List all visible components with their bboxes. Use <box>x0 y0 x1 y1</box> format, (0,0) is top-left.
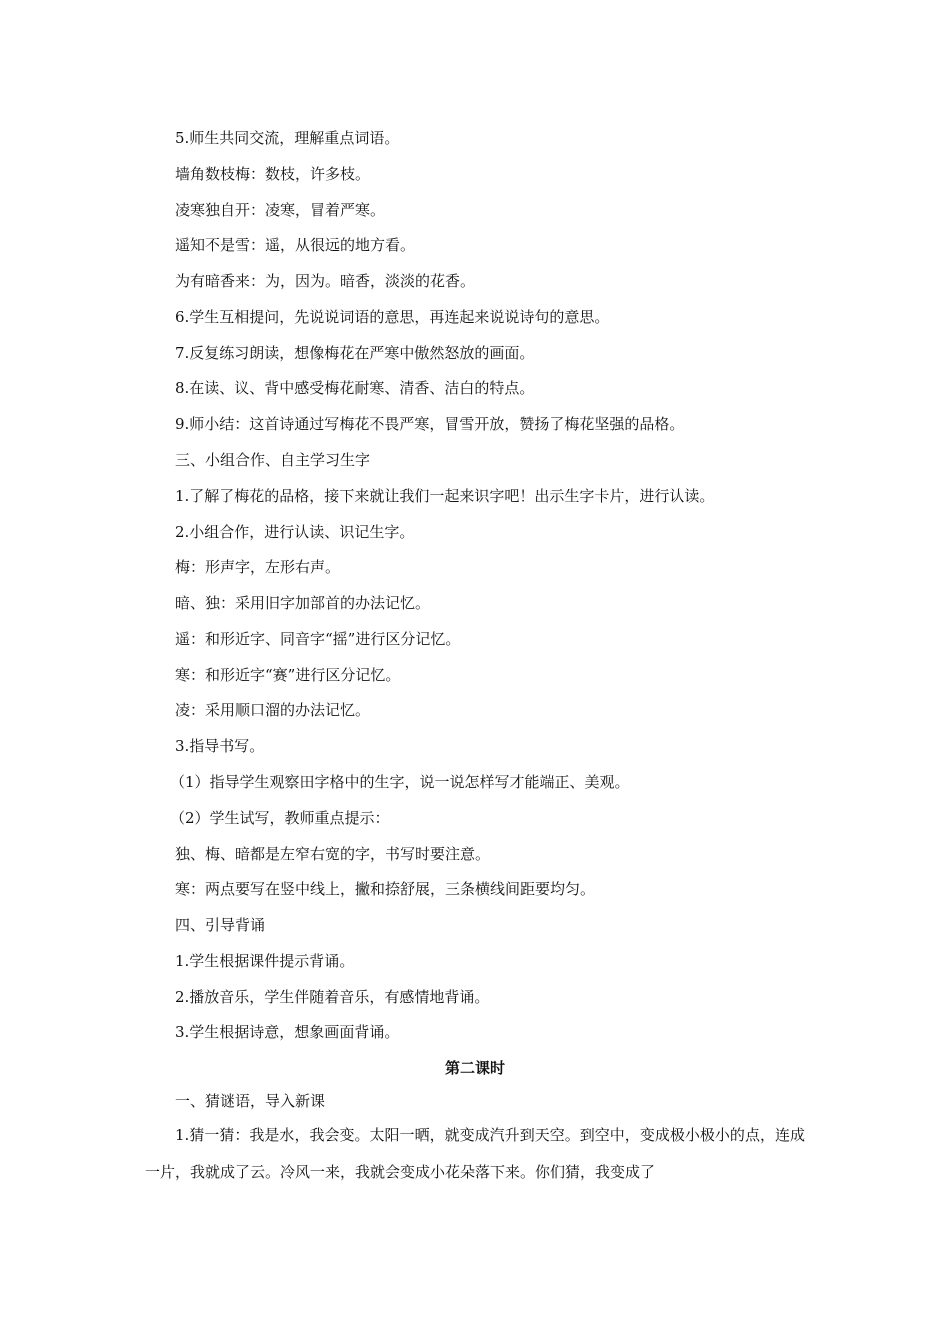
text-line: 暗、独：采用旧字加部首的办法记忆。 <box>175 594 431 612</box>
riddle-paragraph: 1.猜一猜：我是水，我会变。太阳一晒，就变成汽升到天空。到空中，变成极小极小的点，连成一片，我就成了云。冷风一来，我就会变成小花朵落下来。你们猜，我变成了 <box>145 1126 805 1181</box>
text-line: 凌：采用顺口溜的办法记忆。 <box>175 701 371 719</box>
section-heading-line: 四、引导背诵 <box>175 916 266 934</box>
section-heading-line: 一、猜谜语，导入新课 <box>175 1092 326 1110</box>
text-line: 7.反复练习朗读，想像梅花在严寒中傲然怒放的画面。 <box>175 344 535 362</box>
text-line: （2）学生试写，教师重点提示： <box>170 809 390 827</box>
section-heading-line: 三、小组合作、自主学习生字 <box>175 451 371 469</box>
text-line: 寒：和形近字“赛”进行区分记忆。 <box>175 666 401 684</box>
text-line: 5.师生共同交流，理解重点词语。 <box>175 129 400 147</box>
text-line: 墙角数枝梅：数枝，许多枝。 <box>175 165 371 183</box>
text-line: 遥：和形近字、同音字“摇”进行区分记忆。 <box>175 630 461 648</box>
text-line: 寒：两点要写在竖中线上，撇和捺舒展，三条横线间距要均匀。 <box>175 880 596 898</box>
text-line: 6.学生互相提问，先说说词语的意思，再连起来说说诗句的意思。 <box>175 308 610 326</box>
text-line: 9.师小结：这首诗通过写梅花不畏严寒，冒雪开放，赞扬了梅花坚强的品格。 <box>175 415 685 433</box>
text-line: 3.指导书写。 <box>175 737 265 755</box>
text-line: 1.学生根据课件提示背诵。 <box>175 952 355 970</box>
text-line: 独、梅、暗都是左窄右宽的字，书写时要注意。 <box>175 845 491 863</box>
text-line: 遥知不是雪：遥，从很远的地方看。 <box>175 236 416 254</box>
text-line: 梅：形声字，左形右声。 <box>175 558 341 576</box>
text-line: 2.小组合作，进行认读、识记生字。 <box>175 523 415 541</box>
text-line: 凌寒独自开：凌寒，冒着严寒。 <box>175 201 386 219</box>
text-line: 1.了解了梅花的品格，接下来就让我们一起来识字吧！出示生字卡片，进行认读。 <box>175 487 715 505</box>
text-line: 2.播放音乐，学生伴随着音乐，有感情地背诵。 <box>175 988 490 1006</box>
text-line: 3.学生根据诗意，想象画面背诵。 <box>175 1023 400 1041</box>
text-line: 为有暗香来：为，因为。暗香，淡淡的花香。 <box>175 272 476 290</box>
text-line: （1）指导学生观察田字格中的生字，说一说怎样写才能端正、美观。 <box>170 773 630 791</box>
text-line: 8.在读、议、背中感受梅花耐寒、清香、洁白的特点。 <box>175 379 535 397</box>
lesson-heading: 第二课时 <box>444 1059 505 1077</box>
